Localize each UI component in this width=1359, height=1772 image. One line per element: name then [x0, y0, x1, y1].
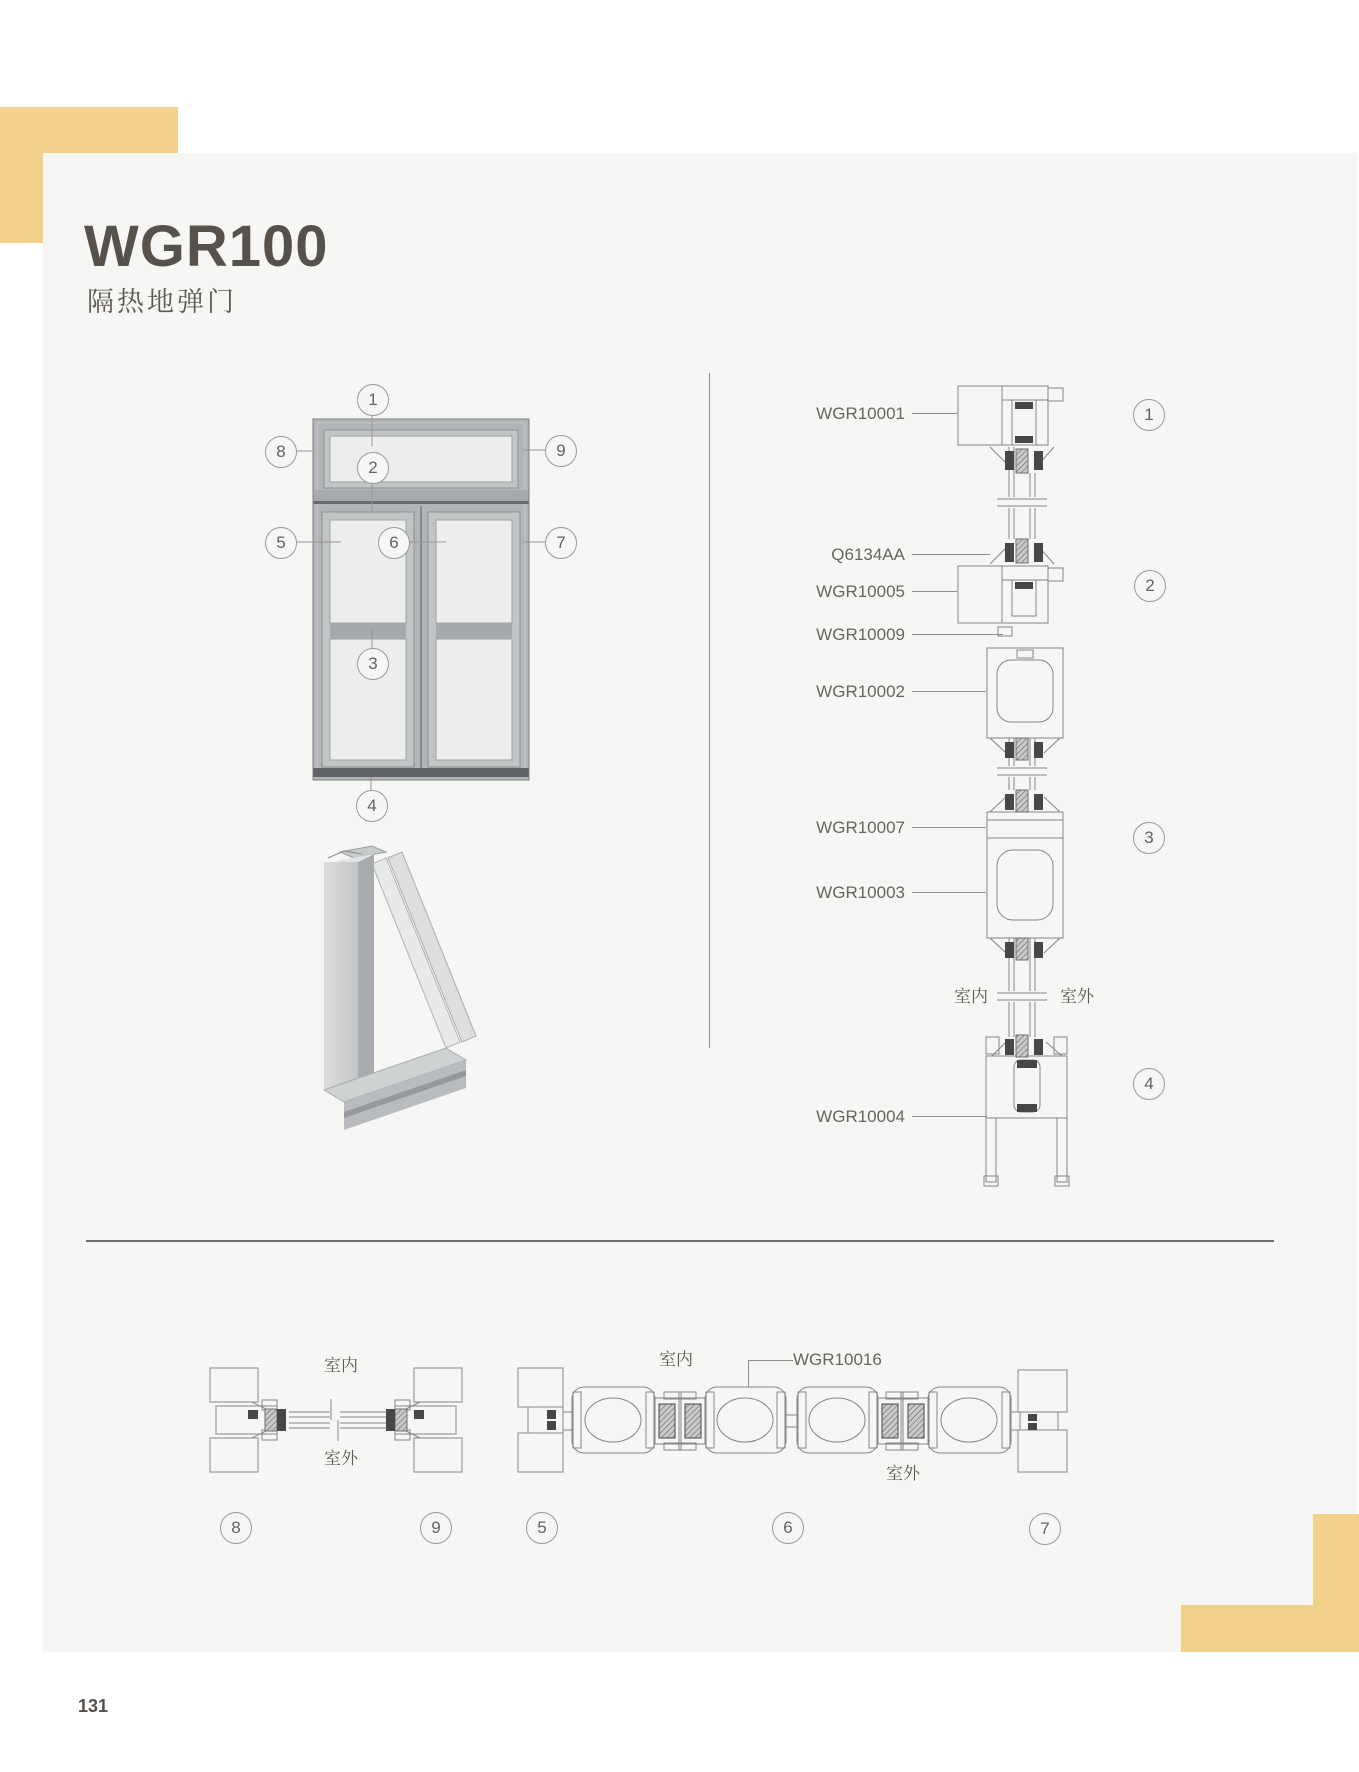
callout-5: 5 [265, 527, 297, 559]
leader-line [912, 554, 990, 555]
part-label-wgr10003: WGR10003 [816, 883, 905, 902]
indoor-label-vertical-section: 室内 [954, 987, 988, 1006]
callout-3: 3 [357, 648, 389, 680]
vertical-section-drawing [930, 378, 1080, 1208]
part-label-wgr10009: WGR10009 [816, 625, 905, 644]
part-label-wgr10016: WGR10016 [793, 1350, 882, 1369]
leader-line [912, 691, 986, 692]
leader-line [912, 1116, 987, 1117]
detail-callout-9: 9 [420, 1512, 452, 1544]
section-callout-2: 2 [1134, 570, 1166, 602]
page-subtitle: 隔热地弹门 [87, 287, 237, 317]
section-callout-1: 1 [1133, 399, 1165, 431]
part-label-wgr10001: WGR10001 [816, 404, 905, 423]
leader-line [912, 634, 1003, 635]
detail-callout-7: 7 [1029, 1513, 1061, 1545]
section-separator-line [86, 1240, 1274, 1242]
page-number: 131 [78, 1696, 109, 1716]
detail-callout-5: 5 [526, 1512, 558, 1544]
indoor-label-detail-door: 室内 [659, 1350, 693, 1369]
column-divider-line [709, 373, 710, 1048]
page-title: WGR100 [84, 214, 329, 279]
leader-line [912, 413, 957, 414]
leader-line-vertical [748, 1360, 749, 1387]
corner-profile-3d-illustration [270, 840, 490, 1140]
detail-callout-6: 6 [772, 1512, 804, 1544]
leader-line [912, 892, 986, 893]
section-callout-3: 3 [1133, 822, 1165, 854]
leader-line [748, 1360, 793, 1361]
part-label-wgr10002: WGR10002 [816, 682, 905, 701]
callout-1: 1 [357, 384, 389, 416]
door-horizontal-section-drawing [505, 1350, 1080, 1490]
callout-6: 6 [378, 527, 410, 559]
callout-8: 8 [265, 436, 297, 468]
outdoor-label-detail-transom: 室外 [324, 1449, 358, 1468]
leader-line [912, 827, 986, 828]
spacer-blocks [1016, 449, 1028, 1057]
part-label-q6134aa: Q6134AA [831, 545, 905, 564]
outdoor-label-vertical-section: 室外 [1060, 987, 1094, 1006]
indoor-label-detail-transom: 室内 [324, 1356, 358, 1375]
leader-line [912, 591, 957, 592]
part-label-wgr10007: WGR10007 [816, 818, 905, 837]
detail-callout-8: 8 [220, 1512, 252, 1544]
callout-4: 4 [356, 790, 388, 822]
section-callout-4: 4 [1133, 1068, 1165, 1100]
part-label-wgr10004: WGR10004 [816, 1107, 905, 1126]
part-label-wgr10005: WGR10005 [816, 582, 905, 601]
corner-accent-bottom-right-horizontal [1181, 1605, 1359, 1652]
profile-outlines [958, 386, 1069, 1186]
callout-9: 9 [545, 435, 577, 467]
outdoor-label-detail-door: 室外 [886, 1464, 920, 1483]
callout-7: 7 [545, 527, 577, 559]
callout-2: 2 [357, 452, 389, 484]
